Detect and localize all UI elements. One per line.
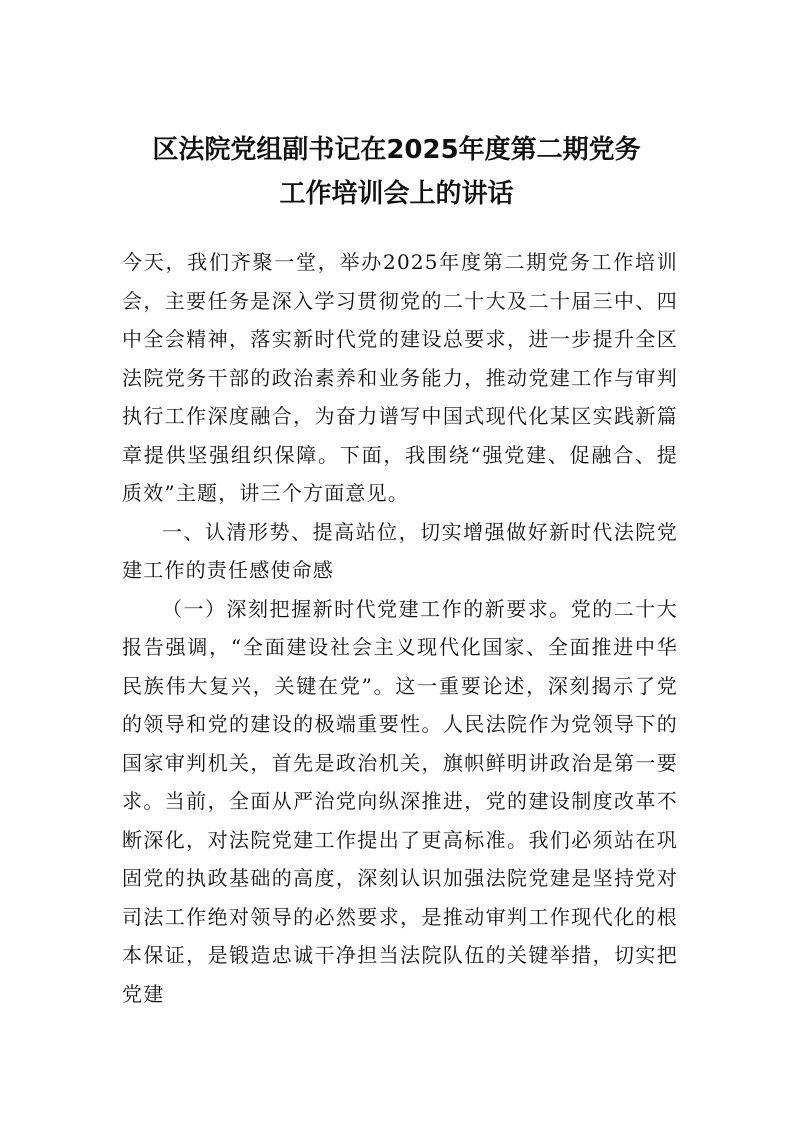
subsection-paragraph-1: （一）深刻把握新时代党建工作的新要求。党的二十大报告强调，“全面建设社会主义现代化国家、全面推进中华民族伟大复兴，关键在党”。这一重要论述，深刻揭示了党的领导和党的建设的极端重要性。人民法院作为党领导下的国家审判机关，首先是政治机关，旗帜鲜明讲政治是第一要求。当前，全面从严治党向纵深推进，党的建设制度改革不断深化，对法院党建工作提出了更高标准。我们必须站在巩固党的执政基础的高度，深刻认识加强法院党建是坚持党对司法工作绝对领导的必然要求，是推动审判工作现代化的根本保证，是锻造忠诚干净担当法院队伍的关键举措，切实把党建	[122, 596, 678, 1006]
title-line-2: 工作培训会上的讲话	[279, 179, 514, 209]
opening-paragraph: 今天，我们齐聚一堂，举办2025年度第二期党务工作培训会，主要任务是深入学习贯彻党的二十大及二十届三中、四中全会精神，落实新时代党的建设总要求，进一步提升全区法院党务干部的政治素养和业务能力，推动党建工作与审判执行工作深度融合，为奋力谱写中国式现代化某区实践新篇章提供坚强组织保障。下面，我围绕“强党建、促融合、提质效”主题，讲三个方面意见。	[122, 250, 678, 505]
document-title	[100, 128, 693, 216]
title-line-1: 区法院党组副书记在2025年度第二期党务	[152, 135, 641, 165]
section-heading-1: 一、认清形势、提高站位，切实增强做好新时代法院党建工作的责任感使命感	[122, 519, 678, 582]
document-body	[122, 243, 678, 1013]
